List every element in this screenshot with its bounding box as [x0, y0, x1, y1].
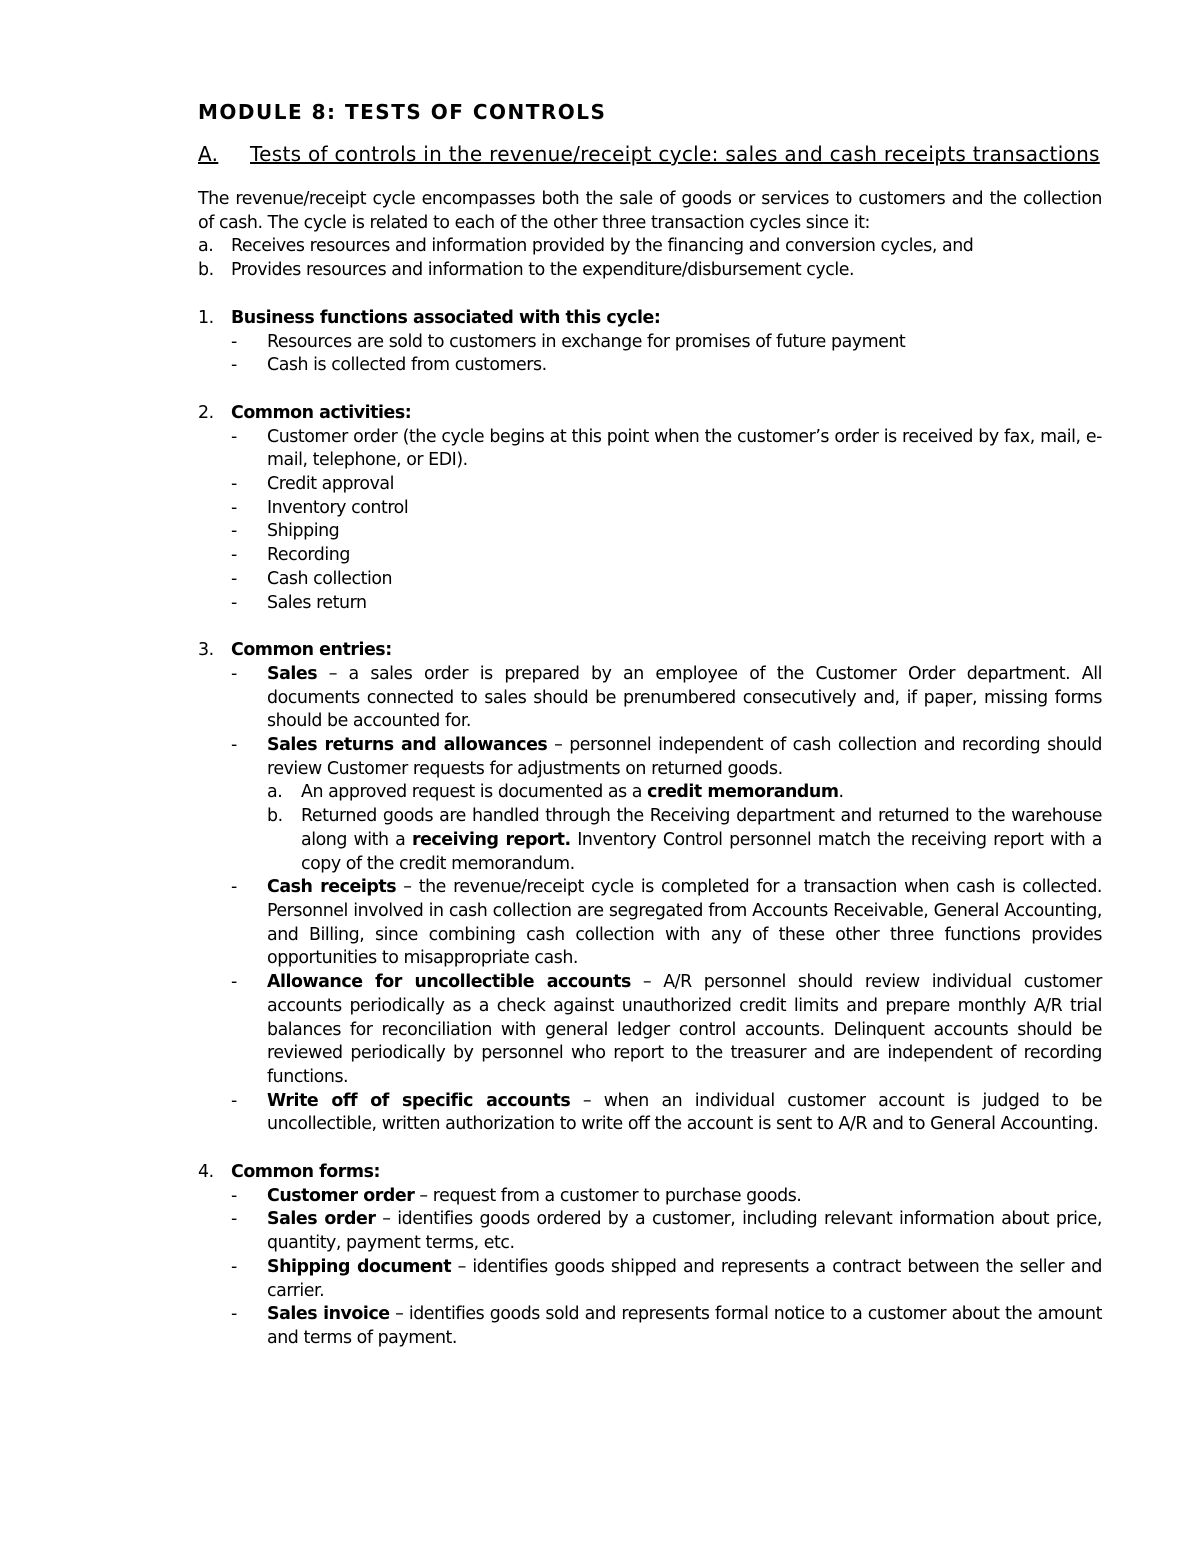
- form-term: Sales invoice: [267, 1304, 390, 1325]
- dash-marker: -: [231, 592, 237, 613]
- list-item: [231, 568, 1102, 592]
- list-item: [231, 1185, 1102, 1209]
- dash-marker: -: [231, 497, 237, 518]
- entry-term: Sales: [267, 663, 318, 684]
- dash-marker: -: [231, 1256, 237, 1277]
- dash-marker: -: [231, 1209, 237, 1230]
- entry-term: Allowance for uncollectible accounts: [267, 972, 631, 993]
- section-title: Business functions associated with this cycle:: [231, 307, 661, 328]
- intro-list-item: [198, 235, 1102, 259]
- list-item: [231, 592, 1102, 616]
- list-item: [231, 1090, 1102, 1137]
- list-item: [231, 354, 1102, 378]
- section-letter: A.: [198, 142, 219, 166]
- list-item: [231, 497, 1102, 521]
- list-item-body: [267, 1303, 1102, 1350]
- sub-item-text: An approved request is documented as a: [301, 782, 648, 803]
- form-term: Sales order: [267, 1209, 376, 1230]
- sub-item-text-end: .: [838, 782, 844, 803]
- numbered-heading: [198, 402, 1102, 426]
- list-item: [231, 971, 1102, 1090]
- section-number: 1.: [198, 307, 214, 328]
- dash-marker: -: [231, 355, 237, 376]
- page-content: [198, 98, 1102, 1375]
- section-title: Common activities:: [231, 402, 412, 423]
- list-item-text: Cash collection: [267, 568, 393, 589]
- list-item: [231, 426, 1102, 473]
- section-business-functions: [198, 307, 1102, 378]
- sub-list-item: [267, 781, 1102, 805]
- dash-marker: -: [231, 426, 237, 447]
- list-item: [231, 734, 1102, 876]
- section-title: Common entries:: [231, 640, 392, 661]
- entry-description: – the revenue/receipt cycle is completed for a transaction when cash is collected. Personnel involved in cash collection are segregated from Accounts Receivable, General Accounting, and Billing, since combining cash collection with any of these other three functions provides opportunities to misappropriate cash.: [267, 877, 1102, 969]
- list-item-body: [267, 876, 1102, 971]
- dash-marker: -: [231, 521, 237, 542]
- dash-marker: -: [231, 1185, 237, 1206]
- list-item-body: [267, 1090, 1102, 1137]
- sub-item-term: receiving report.: [411, 829, 571, 850]
- numbered-heading: [198, 1161, 1102, 1185]
- sub-item-text-end: Inventory Control personnel match the receiving report with a copy of the credit memorandum.: [301, 829, 1102, 874]
- list-item: [231, 331, 1102, 355]
- sub-list-item-body: [301, 805, 1102, 876]
- intro-list-item: [198, 259, 1102, 283]
- list-item-text: Credit approval: [267, 474, 394, 495]
- section-heading: [198, 140, 1102, 168]
- dash-marker: -: [231, 1304, 237, 1325]
- numbered-heading: [198, 307, 1102, 331]
- list-item: [231, 544, 1102, 568]
- list-item-text: Sales return: [267, 592, 367, 613]
- dash-marker: -: [231, 568, 237, 589]
- section-common-entries: [198, 639, 1102, 1137]
- list-item-body: [267, 971, 1102, 1090]
- list-item-body: [267, 1185, 1102, 1209]
- list-item-body: [267, 734, 1102, 876]
- list-item-text: Receives resources and information provided by the financing and conversion cycles, and: [231, 236, 974, 257]
- dash-marker: -: [231, 663, 237, 684]
- dash-marker: -: [231, 474, 237, 495]
- list-item-text: Provides resources and information to the expenditure/disbursement cycle.: [231, 260, 855, 281]
- dash-marker: -: [231, 331, 237, 352]
- dash-marker: -: [231, 545, 237, 566]
- dash-marker: -: [231, 972, 237, 993]
- numbered-heading: [198, 639, 1102, 663]
- list-item-text: Inventory control: [267, 497, 409, 518]
- list-marker: b.: [267, 806, 283, 827]
- dash-marker: -: [231, 1090, 237, 1111]
- list-item: [231, 520, 1102, 544]
- list-item: [231, 663, 1102, 734]
- section-common-forms: [198, 1161, 1102, 1351]
- entry-term: Write off of specific accounts: [267, 1090, 571, 1111]
- page-title: MODULE 8: TESTS OF CONTROLS: [198, 100, 607, 124]
- entry-description: – personnel independent of cash collection and recording should review Customer requests for adjustments on returned goods.: [267, 735, 1102, 779]
- entry-description: – a sales order is prepared by an employee of the Customer Order department. All documents connected to sales should be prenumbered consecutively and, if paper, missing forms should be accounted for.: [267, 663, 1102, 732]
- dash-marker: -: [231, 877, 237, 898]
- form-description: – identifies goods ordered by a customer, including relevant information about price, quantity, payment terms, etc.: [267, 1209, 1102, 1254]
- form-description: – request from a customer to purchase goods.: [414, 1185, 802, 1206]
- list-item-body: [267, 1208, 1102, 1255]
- sub-list-item: [267, 805, 1102, 876]
- section-heading-text: Tests of controls in the revenue/receipt cycle: sales and cash receipts transactions: [250, 142, 1100, 166]
- list-item-body: [267, 663, 1102, 734]
- form-description: – identifies goods shipped and represents a contract between the seller and carrier.: [267, 1256, 1103, 1301]
- list-marker: a.: [198, 236, 214, 257]
- list-item-text: Customer order (the cycle begins at this point when the customer’s order is received by fax, mail, e-mail, telephone, or EDI).: [267, 426, 1102, 471]
- intro-paragraph: The revenue/receipt cycle encompasses both the sale of goods or services to customers and the collection of cash. The cycle is related to each of the other three transaction cycles since it:: [198, 189, 1102, 233]
- form-term: Customer order: [267, 1185, 415, 1206]
- intro-list: [198, 235, 1102, 282]
- list-item: [231, 876, 1102, 971]
- list-marker: b.: [198, 260, 214, 281]
- sub-item-text: Returned goods are handled through the Receiving department and returned to the warehouse along with a: [301, 806, 1102, 850]
- section-common-activities: [198, 402, 1102, 615]
- section-number: 3.: [198, 640, 214, 661]
- list-item: [231, 473, 1102, 497]
- form-term: Shipping document: [267, 1256, 452, 1277]
- entry-description: – A/R personnel should review individual customer accounts periodically as a check against unauthorized credit limits and prepare monthly A/R trial balances for reconciliation with general ledger control accounts. Delinquent accounts should be reviewed periodically by personnel who report to the treasurer and are independent of recording functions.: [267, 972, 1103, 1087]
- list-item-text: Shipping: [267, 521, 340, 542]
- entry-term: Sales returns and allowances: [267, 735, 548, 756]
- sub-list-item-body: [301, 781, 1102, 805]
- section-number: 2.: [198, 402, 214, 423]
- list-item: [231, 1303, 1102, 1350]
- list-item: [231, 1256, 1102, 1303]
- form-description: – identifies goods sold and represents formal notice to a customer about the amount and terms of payment.: [267, 1304, 1102, 1348]
- list-item-text: Recording: [267, 545, 350, 566]
- list-item-text: Resources are sold to customers in exchange for promises of future payment: [267, 331, 906, 352]
- list-item-text: Cash is collected from customers.: [267, 355, 547, 376]
- sub-item-term: credit memorandum: [647, 782, 839, 803]
- section-title: Common forms:: [231, 1162, 381, 1183]
- entry-term: Cash receipts: [267, 877, 397, 898]
- section-number: 4.: [198, 1162, 214, 1183]
- entry-description: – when an individual customer account is judged to be uncollectible, written authorization to write off the account is sent to A/R and to General Accounting.: [267, 1090, 1102, 1135]
- list-item: [231, 1208, 1102, 1255]
- dash-marker: -: [231, 735, 237, 756]
- list-marker: a.: [267, 782, 283, 803]
- list-item-body: [267, 1256, 1102, 1303]
